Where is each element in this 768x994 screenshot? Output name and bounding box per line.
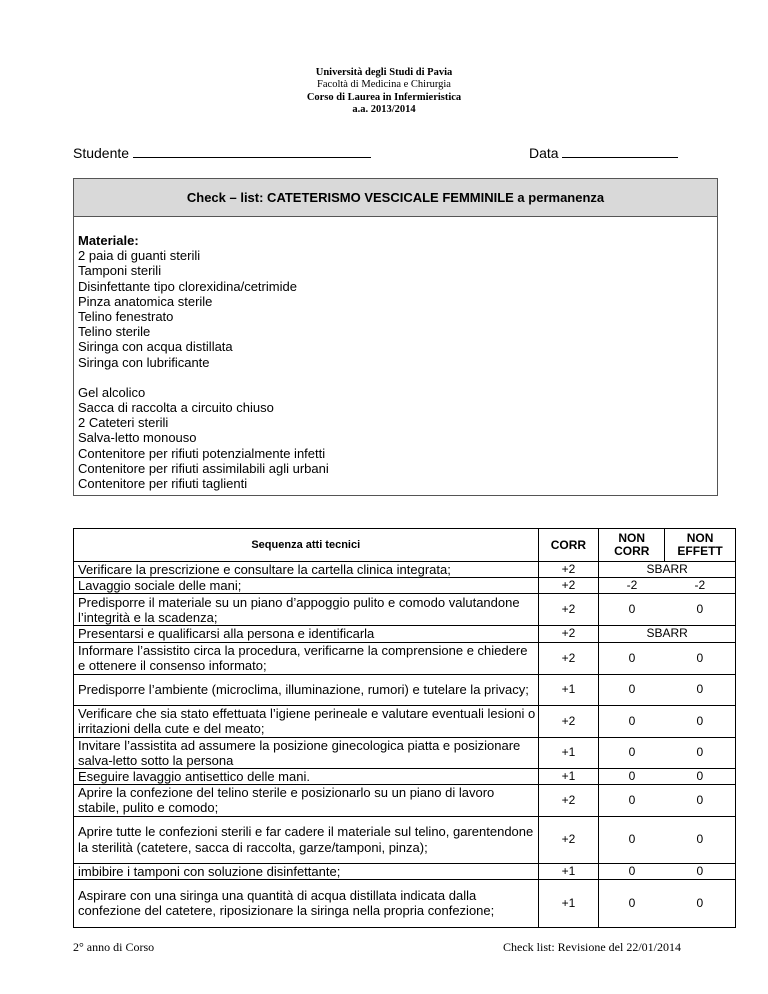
step-text: imbibire i tamponi con soluzione disinfettante; [74,863,539,879]
score-corr: +1 [538,674,599,705]
score-non-effett: 0 [665,785,736,816]
table-row [74,879,736,927]
table-row [74,863,736,879]
score-corr: +1 [538,737,599,768]
score-non-corr: 0 [599,737,665,768]
score-non-corr: 0 [599,674,665,705]
score-non-effett: -2 [665,578,736,594]
material-item: Contenitore per rifiuti taglienti [78,476,248,492]
date-label: Data [529,145,559,161]
header-sequence: Sequenza atti tecnici [74,529,539,562]
score-non-effett: 0 [665,769,736,785]
material-item: Siringa con lubrificante [78,354,210,370]
score-non-corr: 0 [599,769,665,785]
step-text: Informare l’assistito circa la procedura, verificarne la comprensione e chiedere e ottenere il consenso informato; [74,642,539,674]
score-corr: +1 [538,769,599,785]
step-text: Aspirare con una siringa una quantità di acqua distillata indicata dalla confezione del catetere, riposizionare la siringa nella propria confezione; [74,879,539,927]
checklist-title: Check – list: CATETERISMO VESCICALE FEMMINILE a permanenza [74,179,717,217]
score-non-effett: 0 [665,863,736,879]
footer-right: Check list: Revisione del 22/01/2014 [503,940,681,954]
material-item: Contenitore per rifiuti potenzialmente infetti [78,445,326,461]
faculty-name: Facoltà di Medicina e Chirurgia [317,79,451,91]
score-corr: +2 [538,816,599,863]
materials-list [74,217,717,491]
material-item: 2 Cateteri sterili [78,415,169,431]
score-non-effett: 0 [665,737,736,768]
step-text: Predisporre l’ambiente (microclima, illuminazione, rumori) e tutelare la privacy; [74,674,539,705]
table-row [74,816,736,863]
materials-box [73,178,718,496]
student-line [73,145,371,161]
step-text: Eseguire lavaggio antisettico delle mani. [74,769,539,785]
material-item: Disinfettante tipo clorexidina/cetrimide [78,278,297,294]
material-item: Telino fenestrato [78,309,174,325]
score-corr: +2 [538,642,599,674]
score-non-corr: 0 [599,785,665,816]
document-header [0,67,768,116]
table-row [74,626,736,642]
material-item: Gel alcolico [78,384,146,400]
table-row [74,594,736,626]
course-name: Corso di Laurea in Infermieristica [306,91,462,103]
materials-heading: Materiale: [78,233,139,248]
header-non-effett: NON EFFETT [665,529,736,562]
step-text: Verificare che sia stato effettuata l’igiene perineale e valutare eventuali lesioni o irritazioni della cute e del meato; [74,705,539,737]
table-row [74,562,736,578]
score-merged: SBARR [599,626,736,642]
score-non-effett: 0 [665,816,736,863]
score-merged: SBARR [599,562,736,578]
score-non-corr: 0 [599,879,665,927]
step-text: Aprire la confezione del telino sterile e posizionarlo su un piano di lavoro stabile, pulito e comodo; [74,785,539,816]
step-text: Predisporre il materiale su un piano d’appoggio pulito e comodo valutandone l’integrità e la scadenza; [74,594,539,626]
score-non-effett: 0 [665,674,736,705]
table-row [74,785,736,816]
student-blank [133,145,371,158]
header-non-corr: NON CORR [599,529,665,562]
step-text: Lavaggio sociale delle mani; [74,578,539,594]
table-row [74,578,736,594]
score-non-corr: 0 [599,642,665,674]
score-non-effett: 0 [665,594,736,626]
step-text: Presentarsi e qualificarsi alla persona e identificarla [74,626,539,642]
material-item: Telino sterile [78,324,151,340]
material-item: Siringa con acqua distillata [78,339,233,355]
score-non-effett: 0 [665,879,736,927]
score-corr: +2 [538,705,599,737]
score-non-corr: 0 [599,705,665,737]
score-non-corr: 0 [599,863,665,879]
score-corr: +2 [538,626,599,642]
score-non-corr: 0 [599,594,665,626]
university-name: Università degli Studi di Pavia [315,67,453,78]
score-corr: +1 [538,863,599,879]
table-row [74,674,736,705]
material-item: Contenitore per rifiuti assimilabili agli urbani [78,460,329,476]
header-corr: CORR [538,529,599,562]
material-item: Tamponi sterili [78,263,162,279]
material-item: Pinza anatomica sterile [78,293,213,309]
footer-left: 2° anno di Corso [73,940,155,954]
score-non-corr: 0 [599,816,665,863]
score-non-effett: 0 [665,642,736,674]
step-text: Verificare la prescrizione e consultare la cartella clinica integrata; [74,562,539,578]
sequence-table [73,528,736,928]
table-row [74,737,736,768]
score-corr: +2 [538,785,599,816]
step-text: Invitare l’assistita ad assumere la posizione ginecologica piatta e posizionare salva-letto sotto la persona [74,737,539,768]
score-corr: +2 [538,594,599,626]
table-row [74,642,736,674]
materials-group-2 [78,385,717,491]
material-item: 2 paia di guanti sterili [78,248,201,264]
score-non-corr: -2 [599,578,665,594]
step-text: Aprire tutte le confezioni sterili e far cadere il materiale sul telino, garentendone la sterilità (catetere, sacca di raccolta, garze/tamponi, pinza); [74,816,539,863]
score-corr: +2 [538,562,599,578]
score-non-effett: 0 [665,705,736,737]
score-corr: +2 [538,578,599,594]
date-line [529,145,678,161]
date-blank [562,145,678,158]
student-label: Studente [73,145,130,161]
material-item: Sacca di raccolta a circuito chiuso [78,400,274,416]
table-header-row [74,529,736,562]
score-corr: +1 [538,879,599,927]
material-item: Salva-letto monouso [78,430,197,446]
materials-group-1 [78,248,717,370]
table-row [74,705,736,737]
academic-year: a.a. 2013/2014 [352,103,416,115]
table-row [74,769,736,785]
